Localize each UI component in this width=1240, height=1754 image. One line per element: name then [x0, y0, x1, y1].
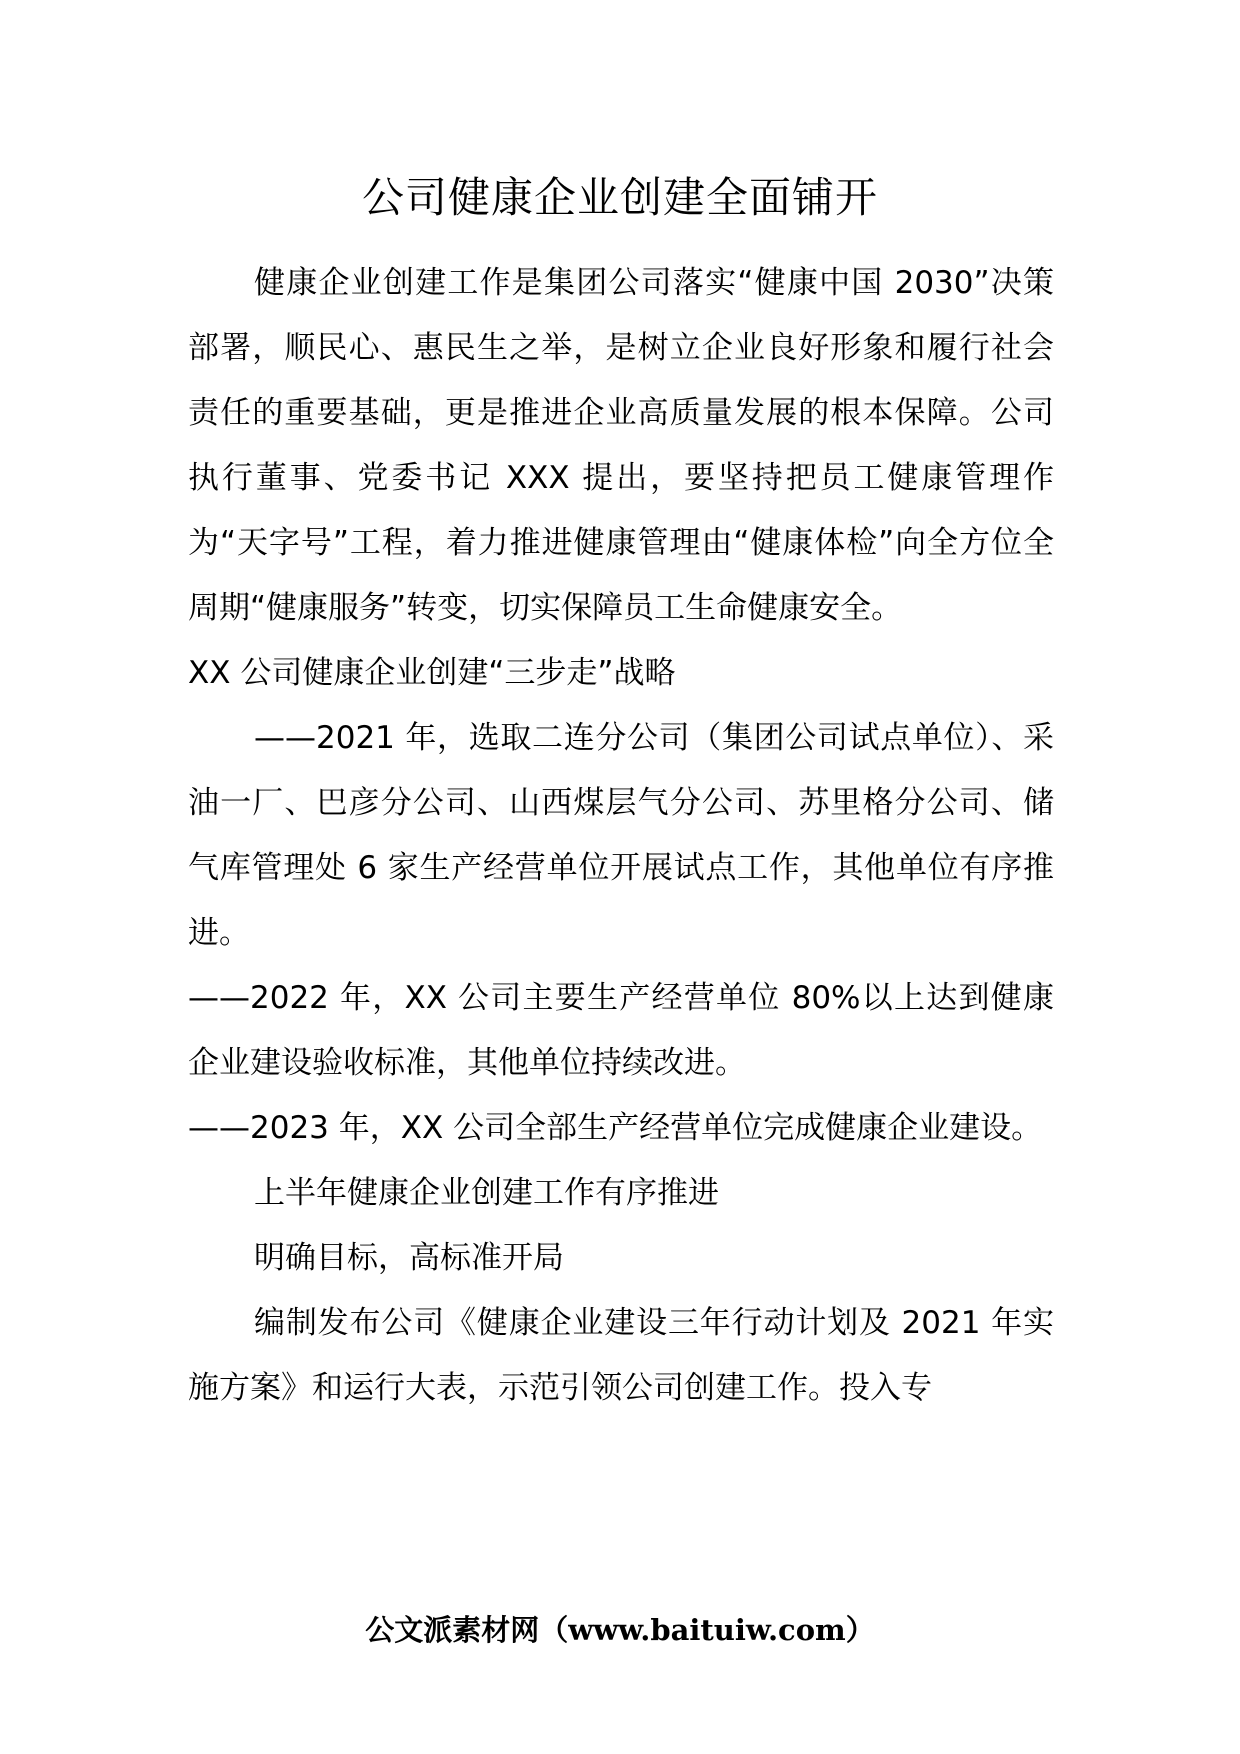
paragraph-2021: ——2021 年，选取二连分公司（集团公司试点单位）、采油一厂、巴彦分公司、山西煤层气分公司、苏里格分公司、储气库管理处 6 家生产经营单位开展试点工作，其他单位有序推进。	[188, 720, 1054, 951]
paragraph-2022: ——2022 年，XX 公司主要生产经营单位 80%以上达到健康企业建设验收标准，其他单位持续改进。	[188, 980, 1054, 1081]
paragraph-subheading-goals: 明确目标，高标准开局	[254, 1240, 564, 1276]
document-body	[188, 251, 1054, 1421]
paragraph-plan: 编制发布公司《健康企业建设三年行动计划及 2021 年实施方案》和运行大表，示范引领公司创建工作。投入专	[188, 1305, 1054, 1406]
paragraph-intro: 健康企业创建工作是集团公司落实“健康中国 2030”决策部署，顺民心、惠民生之举，是树立企业良好形象和履行社会责任的重要基础，更是推进企业高质量发展的根本保障。公司执行董事、党委书记 XXX 提出，要坚持把员工健康管理作为“天字号”工程，着力推进健康管理由“健康体检”向全方位全周期“健康服务”转变，切实保障员工生命健康安全。	[188, 265, 1054, 626]
paragraph-2023: ——2023 年，XX 公司全部生产经营单位完成健康企业建设。	[188, 1110, 1043, 1146]
paragraph-subheading-progress: 上半年健康企业创建工作有序推进	[254, 1175, 719, 1211]
footer-watermark: 公文派素材网（www.baituiw.com）	[365, 1613, 875, 1647]
paragraph-strategy-heading: XX 公司健康企业创建“三步走”战略	[188, 655, 676, 691]
document-title: 公司健康企业创建全面铺开	[361, 173, 878, 222]
